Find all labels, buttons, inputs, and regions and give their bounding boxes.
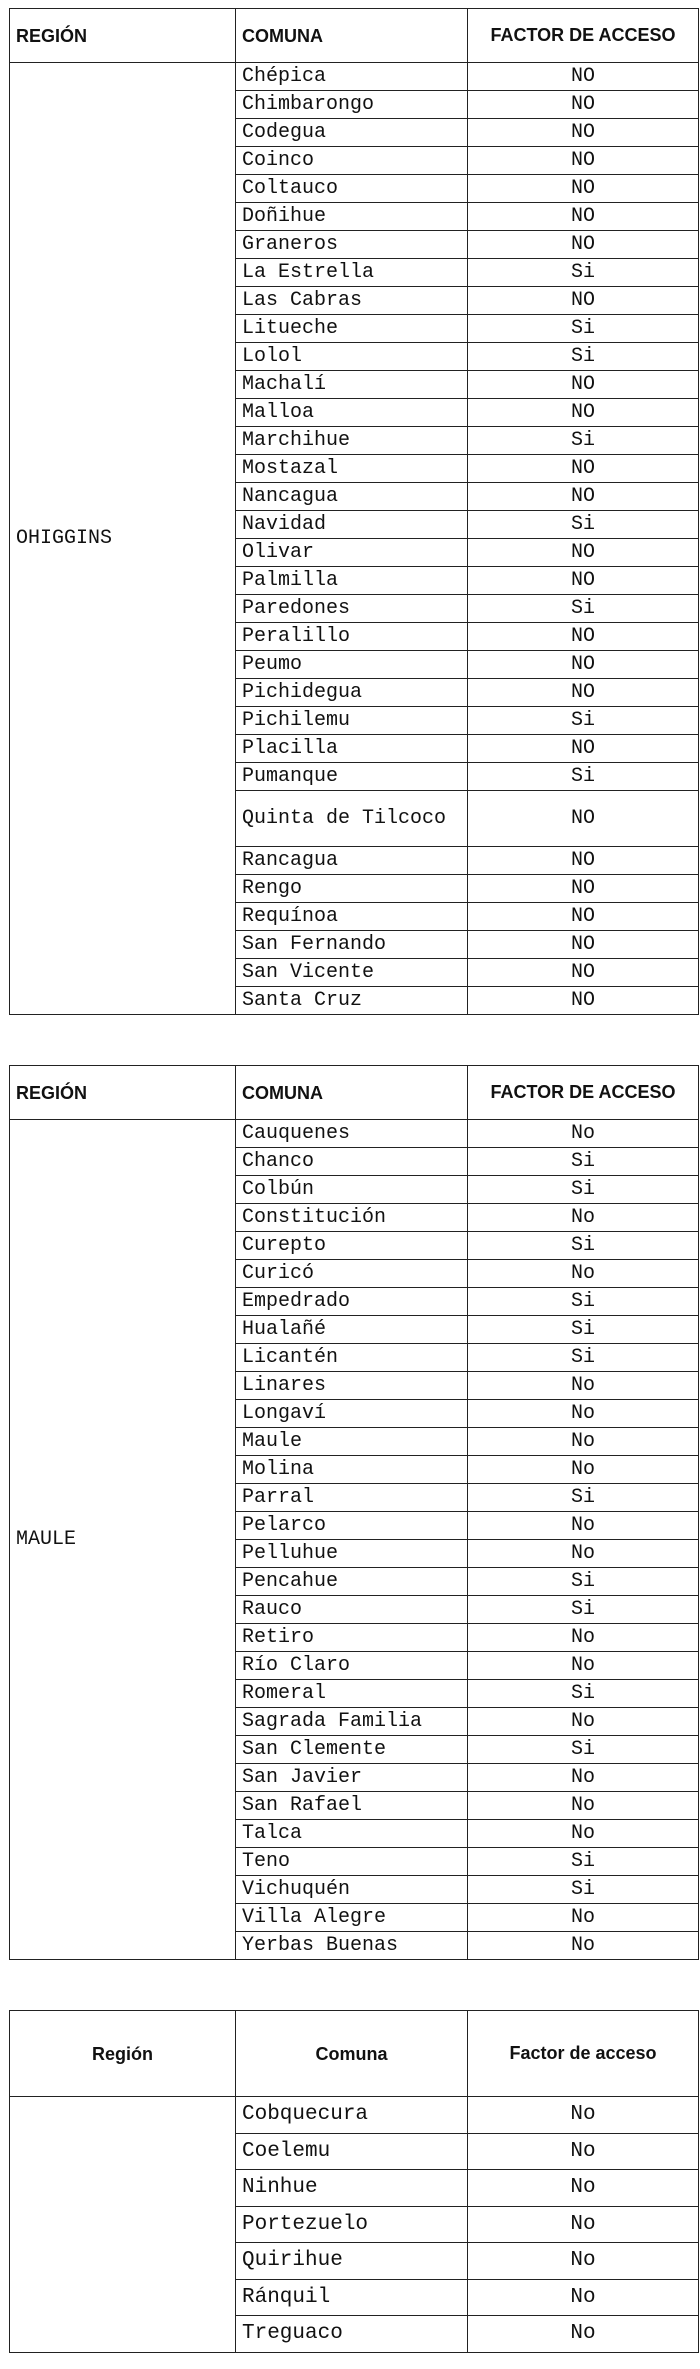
- factor-cell: No: [468, 1652, 699, 1680]
- factor-cell: NO: [468, 203, 699, 231]
- factor-cell: No: [468, 1456, 699, 1484]
- comuna-cell: San Fernando: [236, 931, 468, 959]
- factor-cell: Si: [468, 1736, 699, 1764]
- comuna-cell: Romeral: [236, 1680, 468, 1708]
- comuna-cell: Peralillo: [236, 623, 468, 651]
- comuna-cell: Lolol: [236, 343, 468, 371]
- factor-cell: No: [468, 2133, 699, 2170]
- comuna-cell: Requínoa: [236, 903, 468, 931]
- comuna-cell: Coinco: [236, 147, 468, 175]
- comuna-cell: Vichuquén: [236, 1876, 468, 1904]
- factor-cell: No: [468, 2097, 699, 2134]
- comuna-cell: Codegua: [236, 119, 468, 147]
- region-cell: OHIGGINS: [10, 63, 236, 1015]
- comuna-cell: Talca: [236, 1820, 468, 1848]
- factor-cell: No: [468, 2170, 699, 2207]
- comuna-cell: San Vicente: [236, 959, 468, 987]
- ohiggins-table: [9, 8, 699, 1015]
- factor-cell: Si: [468, 259, 699, 287]
- factor-cell: Si: [468, 1288, 699, 1316]
- comuna-cell: Constitución: [236, 1204, 468, 1232]
- comuna-cell: Villa Alegre: [236, 1904, 468, 1932]
- comuna-cell: Quinta de Tilcoco: [236, 791, 468, 847]
- factor-cell: Si: [468, 763, 699, 791]
- factor-cell: No: [468, 2316, 699, 2353]
- comuna-cell: Curepto: [236, 1232, 468, 1260]
- factor-cell: Si: [468, 511, 699, 539]
- factor-cell: Si: [468, 1176, 699, 1204]
- factor-cell: NO: [468, 875, 699, 903]
- comuna-cell: Chimbarongo: [236, 91, 468, 119]
- header-region: REGIÓN: [10, 1066, 236, 1120]
- comuna-cell: Empedrado: [236, 1288, 468, 1316]
- comuna-cell: Portezuelo: [236, 2206, 468, 2243]
- factor-cell: Si: [468, 1876, 699, 1904]
- comuna-cell: Molina: [236, 1456, 468, 1484]
- factor-cell: No: [468, 1764, 699, 1792]
- comuna-cell: Coltauco: [236, 175, 468, 203]
- comuna-cell: Navidad: [236, 511, 468, 539]
- comuna-cell: Rengo: [236, 875, 468, 903]
- maule-table: [9, 1065, 699, 1960]
- factor-cell: NO: [468, 175, 699, 203]
- comuna-cell: Pelarco: [236, 1512, 468, 1540]
- comuna-cell: Cauquenes: [236, 1120, 468, 1148]
- comuna-cell: Las Cabras: [236, 287, 468, 315]
- comuna-cell: Pencahue: [236, 1568, 468, 1596]
- factor-cell: No: [468, 1400, 699, 1428]
- comuna-cell: Chanco: [236, 1148, 468, 1176]
- comuna-cell: La Estrella: [236, 259, 468, 287]
- comuna-cell: Litueche: [236, 315, 468, 343]
- factor-cell: NO: [468, 931, 699, 959]
- factor-cell: Si: [468, 1568, 699, 1596]
- comuna-cell: Santa Cruz: [236, 987, 468, 1015]
- factor-cell: Si: [468, 343, 699, 371]
- comuna-cell: Yerbas Buenas: [236, 1932, 468, 1960]
- factor-cell: NO: [468, 147, 699, 175]
- header-comuna: COMUNA: [236, 9, 468, 63]
- factor-cell: NO: [468, 539, 699, 567]
- comuna-cell: Río Claro: [236, 1652, 468, 1680]
- factor-cell: No: [468, 2279, 699, 2316]
- factor-cell: No: [468, 1624, 699, 1652]
- factor-cell: NO: [468, 567, 699, 595]
- table-row: [10, 1120, 699, 1148]
- comuna-cell: San Clemente: [236, 1736, 468, 1764]
- factor-cell: Si: [468, 1680, 699, 1708]
- factor-cell: Si: [468, 1344, 699, 1372]
- region-cell: MAULE: [10, 1120, 236, 1960]
- comuna-cell: Nancagua: [236, 483, 468, 511]
- comuna-cell: Ninhue: [236, 2170, 468, 2207]
- factor-cell: No: [468, 1932, 699, 1960]
- factor-cell: Si: [468, 1148, 699, 1176]
- comuna-cell: Ránquil: [236, 2279, 468, 2316]
- table-row: [10, 63, 699, 91]
- header-factor: Factor de acceso: [468, 2011, 699, 2097]
- comuna-cell: Cobquecura: [236, 2097, 468, 2134]
- factor-cell: No: [468, 1204, 699, 1232]
- factor-cell: NO: [468, 483, 699, 511]
- factor-cell: Si: [468, 1484, 699, 1512]
- factor-cell: Si: [468, 427, 699, 455]
- comuna-cell: San Javier: [236, 1764, 468, 1792]
- factor-cell: NO: [468, 679, 699, 707]
- header-factor: FACTOR DE ACCESO: [468, 1066, 699, 1120]
- comuna-cell: Colbún: [236, 1176, 468, 1204]
- comuna-cell: Rancagua: [236, 847, 468, 875]
- factor-cell: NO: [468, 651, 699, 679]
- factor-cell: No: [468, 1512, 699, 1540]
- factor-cell: No: [468, 1904, 699, 1932]
- header-region: REGIÓN: [10, 9, 236, 63]
- comuna-cell: Machalí: [236, 371, 468, 399]
- factor-cell: NO: [468, 287, 699, 315]
- comuna-cell: Malloa: [236, 399, 468, 427]
- factor-cell: Si: [468, 1316, 699, 1344]
- factor-cell: NO: [468, 455, 699, 483]
- comuna-cell: Pelluhue: [236, 1540, 468, 1568]
- comuna-cell: Linares: [236, 1372, 468, 1400]
- comuna-cell: Curicó: [236, 1260, 468, 1288]
- factor-cell: NO: [468, 371, 699, 399]
- third-region-table: [9, 2010, 699, 2353]
- comuna-cell: San Rafael: [236, 1792, 468, 1820]
- comuna-cell: Doñihue: [236, 203, 468, 231]
- factor-cell: No: [468, 1260, 699, 1288]
- comuna-cell: Marchihue: [236, 427, 468, 455]
- factor-cell: No: [468, 1428, 699, 1456]
- factor-cell: No: [468, 1372, 699, 1400]
- comuna-cell: Quirihue: [236, 2243, 468, 2280]
- comuna-cell: Paredones: [236, 595, 468, 623]
- comuna-cell: Longaví: [236, 1400, 468, 1428]
- comuna-cell: Retiro: [236, 1624, 468, 1652]
- comuna-cell: Coelemu: [236, 2133, 468, 2170]
- factor-cell: Si: [468, 707, 699, 735]
- factor-cell: No: [468, 2206, 699, 2243]
- comuna-cell: Pichidegua: [236, 679, 468, 707]
- header-region: Región: [10, 2011, 236, 2097]
- comuna-cell: Olivar: [236, 539, 468, 567]
- table-row: [10, 2097, 699, 2134]
- factor-cell: NO: [468, 63, 699, 91]
- comuna-cell: Treguaco: [236, 2316, 468, 2353]
- comuna-cell: Pumanque: [236, 763, 468, 791]
- comuna-cell: Palmilla: [236, 567, 468, 595]
- comuna-cell: Placilla: [236, 735, 468, 763]
- factor-cell: No: [468, 1708, 699, 1736]
- factor-cell: NO: [468, 847, 699, 875]
- factor-cell: No: [468, 1792, 699, 1820]
- factor-cell: NO: [468, 987, 699, 1015]
- comuna-cell: Pichilemu: [236, 707, 468, 735]
- comuna-cell: Maule: [236, 1428, 468, 1456]
- header-comuna: COMUNA: [236, 1066, 468, 1120]
- comuna-cell: Hualañé: [236, 1316, 468, 1344]
- header-comuna: Comuna: [236, 2011, 468, 2097]
- factor-cell: NO: [468, 231, 699, 259]
- region-cell: [10, 2097, 236, 2353]
- comuna-cell: Parral: [236, 1484, 468, 1512]
- factor-cell: NO: [468, 735, 699, 763]
- factor-cell: No: [468, 1540, 699, 1568]
- factor-cell: NO: [468, 399, 699, 427]
- factor-cell: NO: [468, 791, 699, 847]
- factor-cell: NO: [468, 959, 699, 987]
- comuna-cell: Rauco: [236, 1596, 468, 1624]
- factor-cell: Si: [468, 1848, 699, 1876]
- comuna-cell: Sagrada Familia: [236, 1708, 468, 1736]
- comuna-cell: Peumo: [236, 651, 468, 679]
- factor-cell: Si: [468, 315, 699, 343]
- comuna-cell: Mostazal: [236, 455, 468, 483]
- factor-cell: NO: [468, 91, 699, 119]
- factor-cell: No: [468, 1820, 699, 1848]
- factor-cell: Si: [468, 595, 699, 623]
- comuna-cell: Chépica: [236, 63, 468, 91]
- factor-cell: NO: [468, 119, 699, 147]
- factor-cell: NO: [468, 623, 699, 651]
- factor-cell: Si: [468, 1232, 699, 1260]
- comuna-cell: Teno: [236, 1848, 468, 1876]
- comuna-cell: Graneros: [236, 231, 468, 259]
- factor-cell: No: [468, 1120, 699, 1148]
- header-factor: FACTOR DE ACCESO: [468, 9, 699, 63]
- factor-cell: Si: [468, 1596, 699, 1624]
- factor-cell: No: [468, 2243, 699, 2280]
- comuna-cell: Licantén: [236, 1344, 468, 1372]
- factor-cell: NO: [468, 903, 699, 931]
